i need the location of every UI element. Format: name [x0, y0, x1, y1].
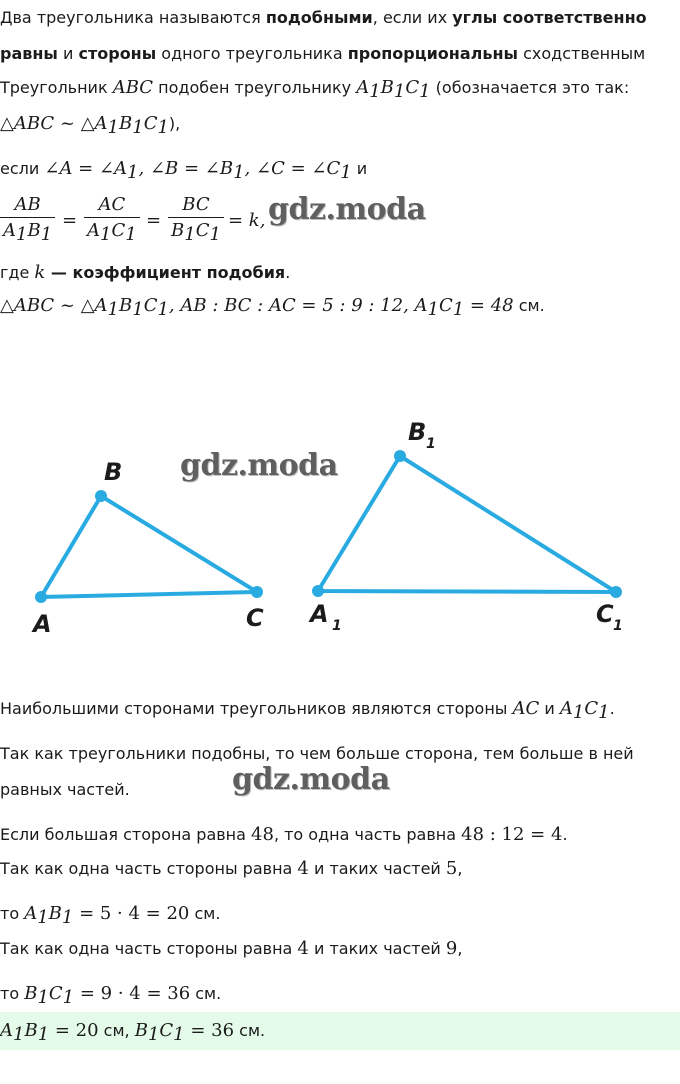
math: 5 [445, 858, 458, 879]
s: 1 [37, 987, 49, 1008]
m: A [24, 903, 38, 924]
answer-box [0, 1012, 680, 1050]
m: B [380, 77, 394, 98]
coefficient-line [0, 262, 290, 284]
notation-line [0, 113, 181, 138]
math-b1c1 [134, 1020, 185, 1045]
s: 1 [125, 224, 137, 245]
label-b: B [104, 458, 123, 486]
s: 1 [340, 162, 352, 183]
math: = 9 · 4 = 36 [74, 983, 191, 1004]
label-b1-sub: 1 [426, 436, 436, 452]
definition-line-2 [0, 43, 645, 65]
m: B [119, 113, 133, 134]
m: = 48 [464, 295, 514, 316]
term-coefficient: — коэффициент подобия [45, 263, 286, 282]
m: , ∠B = ∠B [138, 158, 234, 179]
equals-k: = k, [228, 210, 266, 231]
m: C [143, 295, 158, 316]
fraction-ac [84, 193, 140, 244]
s: 1 [369, 81, 381, 102]
answer-line [0, 1020, 266, 1045]
text: ), [168, 114, 181, 133]
numerator: AC [84, 193, 140, 218]
m: A [87, 220, 100, 241]
m: C [111, 220, 126, 241]
text: сходственным [518, 44, 646, 63]
s: 1 [37, 907, 49, 928]
text: одного треугольника [156, 44, 348, 63]
numerator: BC [168, 193, 224, 218]
math-a1c1 [559, 698, 610, 723]
text: . [285, 263, 291, 282]
text: если [0, 159, 45, 178]
text: Если большая сторона равна [0, 825, 252, 844]
similarity-notation [0, 113, 169, 138]
s: 1 [107, 299, 119, 320]
given-line [0, 295, 545, 320]
m: B [27, 220, 41, 241]
triangle-a1b1c1 [308, 418, 623, 634]
s: 1 [107, 117, 119, 138]
m: C [584, 698, 599, 719]
math: 48 : 12 = 4 [461, 824, 563, 845]
text: и [539, 699, 560, 718]
m: C [48, 983, 63, 1004]
text: где [0, 263, 35, 282]
s: 1 [62, 987, 75, 1008]
denominator [0, 218, 55, 244]
m: △ABC ~ △A [0, 295, 108, 316]
s: 1 [100, 224, 112, 245]
text: , [457, 859, 463, 878]
s: 1 [37, 1024, 50, 1045]
s: 1 [13, 1024, 25, 1045]
watermark: gdz.moda [232, 762, 390, 797]
m: C [143, 113, 158, 134]
triangle-abc [31, 458, 264, 638]
fraction-ab [0, 193, 55, 244]
math: 4 [297, 858, 309, 879]
watermark: gdz.moda [268, 192, 426, 227]
m: A [3, 220, 16, 241]
math: 48 [251, 824, 274, 845]
solution-line-7 [0, 938, 462, 960]
text: Так как одна часть стороны равна [0, 939, 298, 958]
m: C [159, 1020, 174, 1041]
math: = 20 [49, 1020, 99, 1041]
solution-line-4 [0, 824, 568, 846]
text: , если их [372, 8, 453, 27]
m: C [405, 77, 420, 98]
math: = 36 [184, 1020, 235, 1041]
term-sides: стороны [78, 44, 157, 63]
text: см, [98, 1021, 135, 1040]
vertex-a1 [312, 585, 324, 597]
text: и [351, 159, 368, 178]
definition-line-1 [0, 7, 647, 29]
text: Два треугольника называются [0, 8, 266, 27]
numerator: AB [0, 193, 55, 218]
label-c: C [246, 604, 264, 632]
text: то [0, 984, 25, 1003]
solution-line-2: Так как треугольники подобны, то чем больше сторона, тем больше в ней [0, 744, 634, 763]
s: 1 [147, 1024, 160, 1045]
s: 1 [127, 162, 139, 183]
denominator [168, 218, 224, 244]
m: B [24, 983, 38, 1004]
watermark: gdz.moda [180, 448, 338, 483]
definition-line-3 [0, 77, 630, 102]
text: см. [234, 1021, 266, 1040]
unit: см. [518, 296, 545, 315]
m: , ∠C = ∠C [244, 158, 341, 179]
vertex-c1 [610, 586, 622, 598]
s: 1 [132, 117, 144, 138]
s: 1 [233, 162, 245, 183]
angles-line [0, 158, 368, 183]
text: Наибольшими сторонами треугольников являются стороны [0, 699, 513, 718]
math: 4 [297, 938, 309, 959]
m: B [119, 295, 133, 316]
equals-sign: = [62, 210, 78, 231]
math-abc: ABC [112, 77, 154, 98]
vertex-c [251, 586, 263, 598]
s: 1 [16, 224, 28, 245]
vertex-b1 [394, 450, 406, 462]
label-c1-sub: 1 [613, 618, 623, 634]
s: 1 [61, 907, 74, 928]
m: B [171, 220, 185, 241]
m: A [356, 77, 370, 98]
label-b1: B [408, 418, 427, 446]
equals-sign: = [146, 210, 162, 231]
vertex-b [95, 490, 107, 502]
s: 1 [419, 81, 431, 102]
unit: см. [195, 984, 222, 1003]
m: △ABC ~ △A [0, 113, 108, 134]
given-condition [0, 295, 514, 320]
solution-line-8 [0, 983, 222, 1008]
angles-equality [44, 158, 352, 183]
text: . [609, 699, 615, 718]
s: 1 [393, 81, 406, 102]
math: = 5 · 4 = 20 [73, 903, 190, 924]
s: 1 [209, 224, 221, 245]
text: и [57, 44, 79, 63]
math-k: k [34, 262, 46, 283]
vertex-a [35, 591, 47, 603]
triangle-abc-sides [41, 496, 257, 597]
m: C [438, 295, 453, 316]
m: B [48, 903, 62, 924]
solution-line-5 [0, 858, 462, 880]
solution-line-6 [0, 903, 221, 928]
text: (обозначается это так: [430, 78, 630, 97]
unit: см. [194, 904, 221, 923]
label-a1-sub: 1 [332, 618, 342, 634]
label-a: A [33, 610, 52, 638]
text: , то одна часть равна [273, 825, 462, 844]
m: C [195, 220, 210, 241]
s: 1 [184, 224, 196, 245]
m: A [559, 698, 573, 719]
math-a1b1 [24, 903, 74, 928]
m: ∠A = ∠A [44, 158, 128, 179]
s: 1 [157, 117, 169, 138]
m: B [134, 1020, 148, 1041]
term-similar: подобными [265, 8, 373, 27]
solution-line-3: равных частей. [0, 780, 130, 799]
m: B [24, 1020, 38, 1041]
label-a1: A [310, 600, 329, 628]
m: A [0, 1020, 13, 1041]
text: то [0, 904, 25, 923]
term-angles: углы соответственно [452, 8, 647, 27]
triangles-figure [0, 400, 680, 640]
text: подобен треугольнику [153, 78, 357, 97]
s: 1 [427, 299, 439, 320]
text: , [457, 939, 463, 958]
text: Так как одна часть стороны равна [0, 859, 298, 878]
term-proportional: пропорциональны [347, 44, 519, 63]
text: Треугольник [0, 78, 113, 97]
math-a1b1c1 [356, 77, 431, 102]
text: и таких частей [308, 859, 446, 878]
s: 1 [598, 702, 610, 723]
solution-line-1 [0, 698, 615, 723]
term-equal: равны [0, 44, 58, 63]
s: 1 [157, 299, 169, 320]
s: 1 [173, 1024, 185, 1045]
s: 1 [452, 299, 465, 320]
s: 1 [40, 224, 53, 245]
s: 1 [572, 702, 585, 723]
s: 1 [132, 299, 144, 320]
math-a1b1 [0, 1020, 50, 1045]
triangle-a1b1c1-sides [318, 456, 616, 592]
text: и таких частей [308, 939, 446, 958]
m: , AB : BC : AC = 5 : 9 : 12, A [168, 295, 428, 316]
denominator [84, 218, 140, 244]
math: 9 [445, 938, 458, 959]
math-b1c1 [24, 983, 75, 1008]
math-ac: AC [512, 698, 540, 719]
fraction-bc [168, 193, 224, 244]
text: . [562, 825, 568, 844]
label-c1: C [596, 600, 614, 628]
